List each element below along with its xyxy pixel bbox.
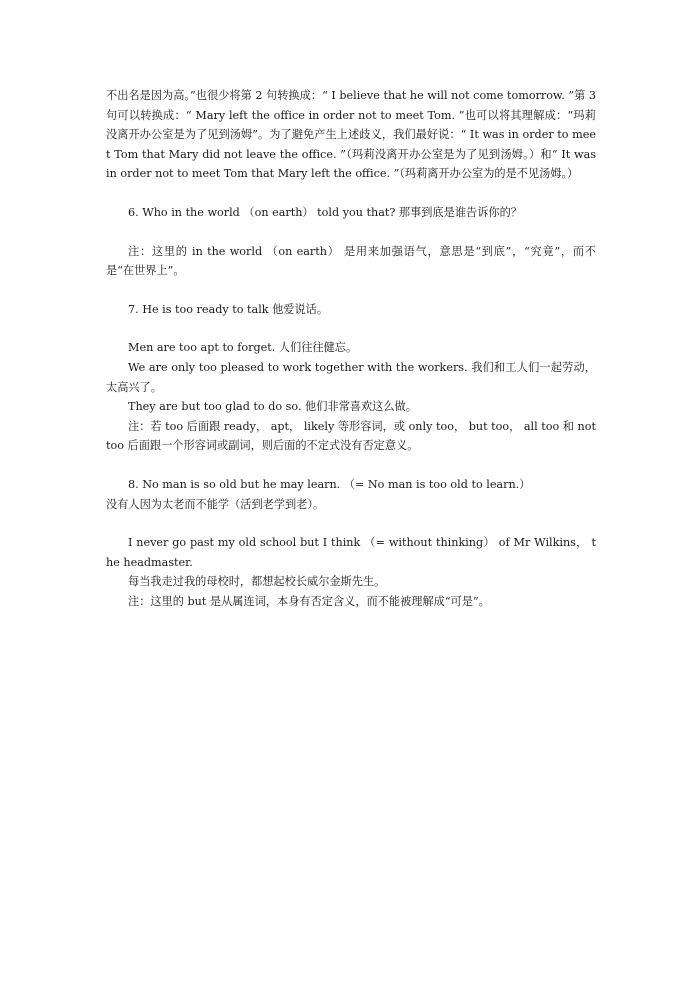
- document-body: [106, 86, 596, 611]
- paragraph-gap: [106, 319, 596, 338]
- note-6: 注：这里的 in the world （on earth） 是用来加强语气，意思是“到底”，“究竟”，而不是“在世界上”。: [106, 244, 596, 278]
- paragraph-gap: [106, 281, 596, 300]
- example-7: 7. He is too ready to talk 他爱说话。: [128, 302, 329, 316]
- paragraph-gap: [106, 223, 596, 242]
- example-8: 8. No man is so old but he may learn. （= No man is too old to learn.）: [128, 477, 531, 491]
- note-7: 注：若 too 后面跟 ready， apt， likely 等形容词，或 only too， but too， all too 和 not too 后面跟一个形容词或副词，则后面的不定式没有否定意义。: [106, 419, 596, 453]
- paragraph-gap: [106, 456, 596, 475]
- paragraph-gap: [106, 514, 596, 533]
- paragraph-intro: 不出名是因为高。”也很少将第 2 句转换成：“ I believe that he will not come tomorrow. ”第 3 句可以转换成：“ Mary left the office in order not to meet Tom. ”也可以将其理解成：“玛莉没离开办公室是为了见到汤姆”。为了避免产生上述歧义，我们最好说：“ It was in order to meet Tom that Mary did not leave the office. ”（玛莉没离开办公室是为了见到汤姆。）和“ It was in order not to meet Tom that Mary left the office. ”（玛莉离开办公室为的是不见汤姆。）: [106, 89, 596, 181]
- example-7-sentence-a: Men are too apt to forget. 人们往往健忘。: [128, 341, 358, 355]
- note-8: 注：这里的 but 是从属连词，本身有否定含义，而不能被理解成“可是”。: [128, 594, 490, 608]
- example-8-sentence-a-translation: 每当我走过我的母校时，都想起校长威尔金斯先生。: [128, 575, 386, 589]
- example-7-sentence-c: They are but too glad to do so. 他们非常喜欢这么做。: [128, 400, 417, 414]
- example-8-translation: 没有人因为太老而不能学（活到老学到老）。: [106, 497, 325, 511]
- example-8-sentence-a: I never go past my old school but I think （= without thinking） of Mr Wilkins， the headmaster.: [106, 536, 596, 569]
- paragraph-gap: [106, 184, 596, 203]
- example-6: 6. Who in the world （on earth） told you that? 那事到底是谁告诉你的？: [128, 205, 522, 219]
- example-7-sentence-b: We are only too pleased to work together with the workers. 我们和工人们一起劳动，太高兴了。: [106, 360, 596, 394]
